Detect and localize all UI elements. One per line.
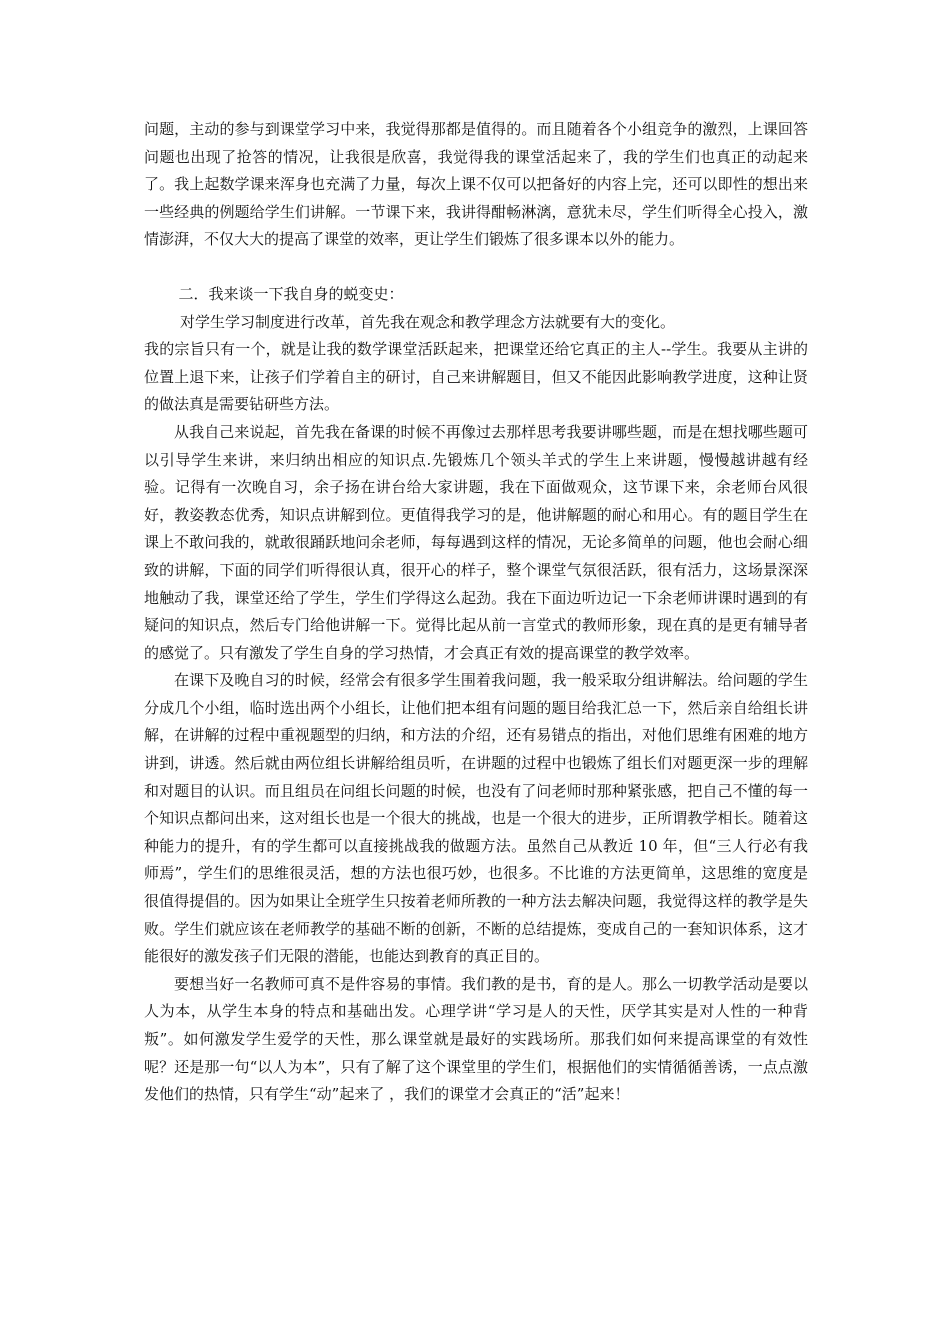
paragraph-continued: 问题，主动的参与到课堂学习中来，我觉得那都是值得的。而且随着各个小组竞争的激烈，上课回答问题也出现了抢答的情况，让我很是欣喜，我觉得我的课堂活起来了，我的学生们也真正的动起来了。我上起数学课来浑身也充满了力量，每次上课不仅可以把备好的内容上完，还可以即性的想出来一些经典的例题给学生们讲解。一节课下来，我讲得酣畅淋漓，意犹未尽，学生们听得全心投入，激情澎湃，不仅大大的提高了课堂的效率，更让学生们锻炼了很多课本以外的能力。 — [144, 120, 808, 249]
paragraph-purpose: 我的宗旨只有一个，就是让我的数学课堂活跃起来，把课堂还给它真正的主人--学生。我要从主讲的位置上退下来，让孩子们学着自主的研讨，自己来讲解题目，但又不能因此影响教学进度，这种让贤的做法真是需要钻研些方法。 — [144, 340, 808, 414]
paragraph-group-method: 在课下及晚自习的时候，经常会有很多学生围着我问题，我一般采取分组讲解法。给问题的学生分成几个小组，临时选出两个小组长，让他们把本组有问题的题目给我汇总一下，然后亲自给组长讲解，在讲解的过程中重视题型的归纳，和方法的介绍，还有易错点的指出，对他们思维有困难的地方讲到，讲透。然后就由两位组长讲解给组员听，在讲题的过程中也锻炼了组长们对题更深一步的理解和对题目的认识。而且组员在问组长问题的时候，也没有了问老师时那种紧张感，把自己不懂的每一个知识点都问出来，这对组长也是一个很大的挑战，也是一个很大的进步，正所谓教学相长。随着这种能力的提升，有的学生都可以直接挑战我的做题方法。虽然自己从教近 10 年，但“三人行必有我师焉”，学生们的思维很灵活，想的方法也很巧妙，也很多。不比谁的方法更简单，这思维的宽度是很值得提倡的。因为如果让全班学生只按着老师所教的一种方法去解决问题，我觉得这样的教学是失败。学生们就应该在老师教学的基础不断的创新，不断的总结提炼，变成自己的一套知识体系，这才能很好的激发孩子们无限的潜能，也能达到教育的真正目的。 — [144, 671, 808, 966]
paragraph-reform-intro: 对学生学习制度进行改革，首先我在观念和教学理念方法就要有大的变化。 — [180, 312, 676, 331]
paragraph-conclusion: 要想当好一名教师可真不是件容易的事情。我们教的是书，育的是人。那么一切教学活动是要以人为本，从学生本身的特点和基础出发。心理学讲“学习是人的天性，厌学其实是对人性的一种背叛”。如何激发学生爱学的天性，那么课堂就是最好的实践场所。那我们如何来提高课堂的有效性呢？还是那一句“以人为本”，只有了解了这个课堂里的学生们，根据他们的实情循循善诱，一点点激发他们的热情，只有学生“动”起来了 ，我们的课堂才会真正的“活”起来！ — [144, 974, 808, 1104]
section-heading: 二．我来谈一下我自身的蜕变史： — [178, 284, 404, 303]
paragraph-lesson-prep: 从我自己来说起，首先我在备课的时候不再像过去那样思考我要讲哪些题，而是在想找哪些题可以引导学生来讲，来归纳出相应的知识点.先锻炼几个领头羊式的学生上来讲题，慢慢越讲越有经验。记得有一次晚自习，余子扬在讲台给大家讲题，我在下面做观众，这节课下来，余老师台风很好，教姿教态优秀，知识点讲解到位。更值得我学习的是，他讲解题的耐心和用心。有的题目学生在课上不敢问我的，就敢很踊跃地问余老师，每每遇到这样的情况，无论多简单的问题，他也会耐心细致的讲解，下面的同学们听得很认真，很开心的样子，整个课堂气氛很活跃，很有活力，这场景深深地触动了我，课堂还给了学生，学生们学得这么起劲。我在下面边听边记一下余老师讲课时遇到的有疑问的知识点，然后专门给他讲解一下。觉得比起从前一言堂式的教师形象，现在真的是更有辅导者的感觉了。只有激发了学生自身的学习热情，才会真正有效的提高课堂的教学效率。 — [144, 422, 808, 662]
document-body — [144, 116, 808, 1109]
